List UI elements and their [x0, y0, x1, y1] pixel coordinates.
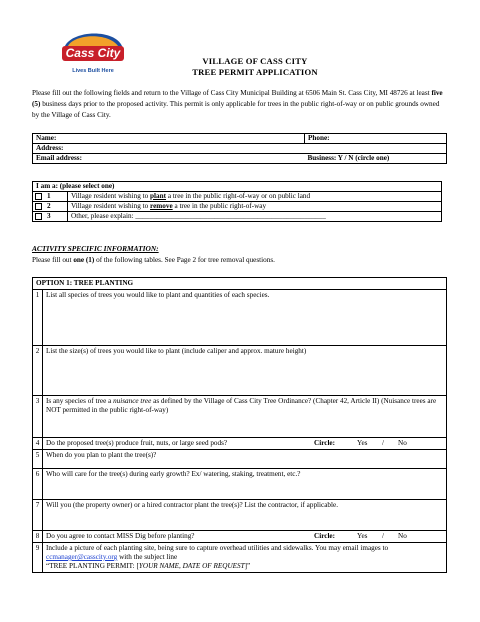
option-1-label: Village resident wishing to plant a tree in the public right-of-way or on public land	[68, 192, 442, 202]
question-number: 5	[33, 450, 43, 469]
option-3-checkbox-cell[interactable]: 3	[33, 212, 68, 222]
question-number: 1	[33, 290, 43, 346]
question-number: 9	[33, 543, 43, 573]
contact-table	[32, 133, 447, 164]
village-logo	[56, 24, 128, 78]
address-field[interactable]: Address:	[33, 144, 447, 154]
header-line-2: TREE PERMIT APPLICATION	[192, 67, 318, 77]
no-option[interactable]: No	[398, 532, 407, 540]
option-1-checkbox-cell[interactable]: 1	[33, 192, 68, 202]
option-1-header: OPTION 1: TREE PLANTING	[33, 278, 447, 290]
checkbox-icon[interactable]	[35, 213, 42, 220]
checkbox-icon[interactable]	[35, 193, 42, 200]
question-number: 3	[33, 396, 43, 438]
logo-wordmark: Cass City	[65, 46, 121, 60]
applicant-type-header: I am a: (please select one)	[33, 182, 442, 192]
question-size[interactable]: List the size(s) of trees you would like to plant (include caliper and approx. mature height)	[43, 346, 447, 396]
question-contractor[interactable]: Will you (the property owner) or a hired contractor plant the tree(s)? List the contractor, if applicable.	[43, 500, 447, 531]
option-2-checkbox-cell[interactable]: 2	[33, 202, 68, 212]
question-miss-dig[interactable]: Do you agree to contact MISS Dig before planting? Circle: Yes / No	[43, 531, 447, 543]
activity-heading: ACTIVITY SPECIFIC INFORMATION:	[32, 244, 159, 253]
slash: /	[382, 439, 384, 447]
logo-tagline: Lives Built Here	[72, 68, 114, 74]
phone-field[interactable]: Phone:	[305, 134, 447, 144]
option-2-label: Village resident wishing to remove a tree in the public right-of-way	[68, 202, 442, 212]
question-care[interactable]: Who will care for the tree(s) during early growth? Ex/ watering, staking, treatment, etc.?	[43, 469, 447, 500]
business-label: Business: Y / N (circle one)	[307, 154, 390, 162]
applicant-type-table	[32, 181, 442, 222]
circle-label: Circle:	[314, 532, 336, 540]
question-number: 8	[33, 531, 43, 543]
intro-paragraph: Please fill out the following fields and return to the Village of Cass City Municipal Building at 6506 Main St. Cass City, MI 48726 at least five (5) business days prior to the proposed activity. This permit is only applicable for trees in the public right-of-way or on public grounds owned by the Village of Cass City.	[32, 89, 443, 120]
no-option[interactable]: No	[398, 439, 407, 447]
question-number: 7	[33, 500, 43, 531]
slash: /	[382, 532, 384, 540]
header-line-1: VILLAGE OF CASS CITY	[202, 56, 308, 66]
yes-option[interactable]: Yes	[357, 439, 368, 447]
yes-option[interactable]: Yes	[357, 532, 368, 540]
checkbox-icon[interactable]	[35, 203, 42, 210]
circle-label: Circle:	[314, 439, 336, 447]
activity-instructions: Please fill out one (1) of the following tables. See Page 2 for tree removal questions.	[32, 256, 275, 264]
question-number: 4	[33, 438, 43, 450]
option-3-label[interactable]: Other, please explain: _____________________________________________________	[68, 212, 442, 222]
name-field[interactable]: Name:	[33, 134, 305, 144]
question-species[interactable]: List all species of trees you would like to plant and quantities of each species.	[43, 290, 447, 346]
question-number: 6	[33, 469, 43, 500]
email-link[interactable]: ccmanager@casscity.org	[46, 553, 118, 561]
tree-planting-table	[32, 277, 447, 573]
email-field[interactable]: Email address:	[33, 154, 305, 164]
question-number: 2	[33, 346, 43, 396]
question-picture[interactable]: Include a picture of each planting site, being sure to capture overhead utilities and sidewalks. You may email images to ccmanager@casscity.org with the subject line “TREE PLANTING PERMIT: [YOUR NAME, DATE OF REQUEST]”	[43, 543, 447, 573]
business-field[interactable]	[305, 154, 447, 164]
question-fruit[interactable]: Do the proposed tree(s) produce fruit, nuts, or large seed pods? Circle: Yes / No	[43, 438, 447, 450]
question-nuisance[interactable]: Is any species of tree a nuisance tree as defined by the Village of Cass City Tree Ordinance? (Chapter 42, Article II) (Nuisance trees are NOT permitted in the public right-of-way)	[43, 396, 447, 438]
question-plant-date[interactable]: When do you plan to plant the tree(s)?	[43, 450, 447, 469]
